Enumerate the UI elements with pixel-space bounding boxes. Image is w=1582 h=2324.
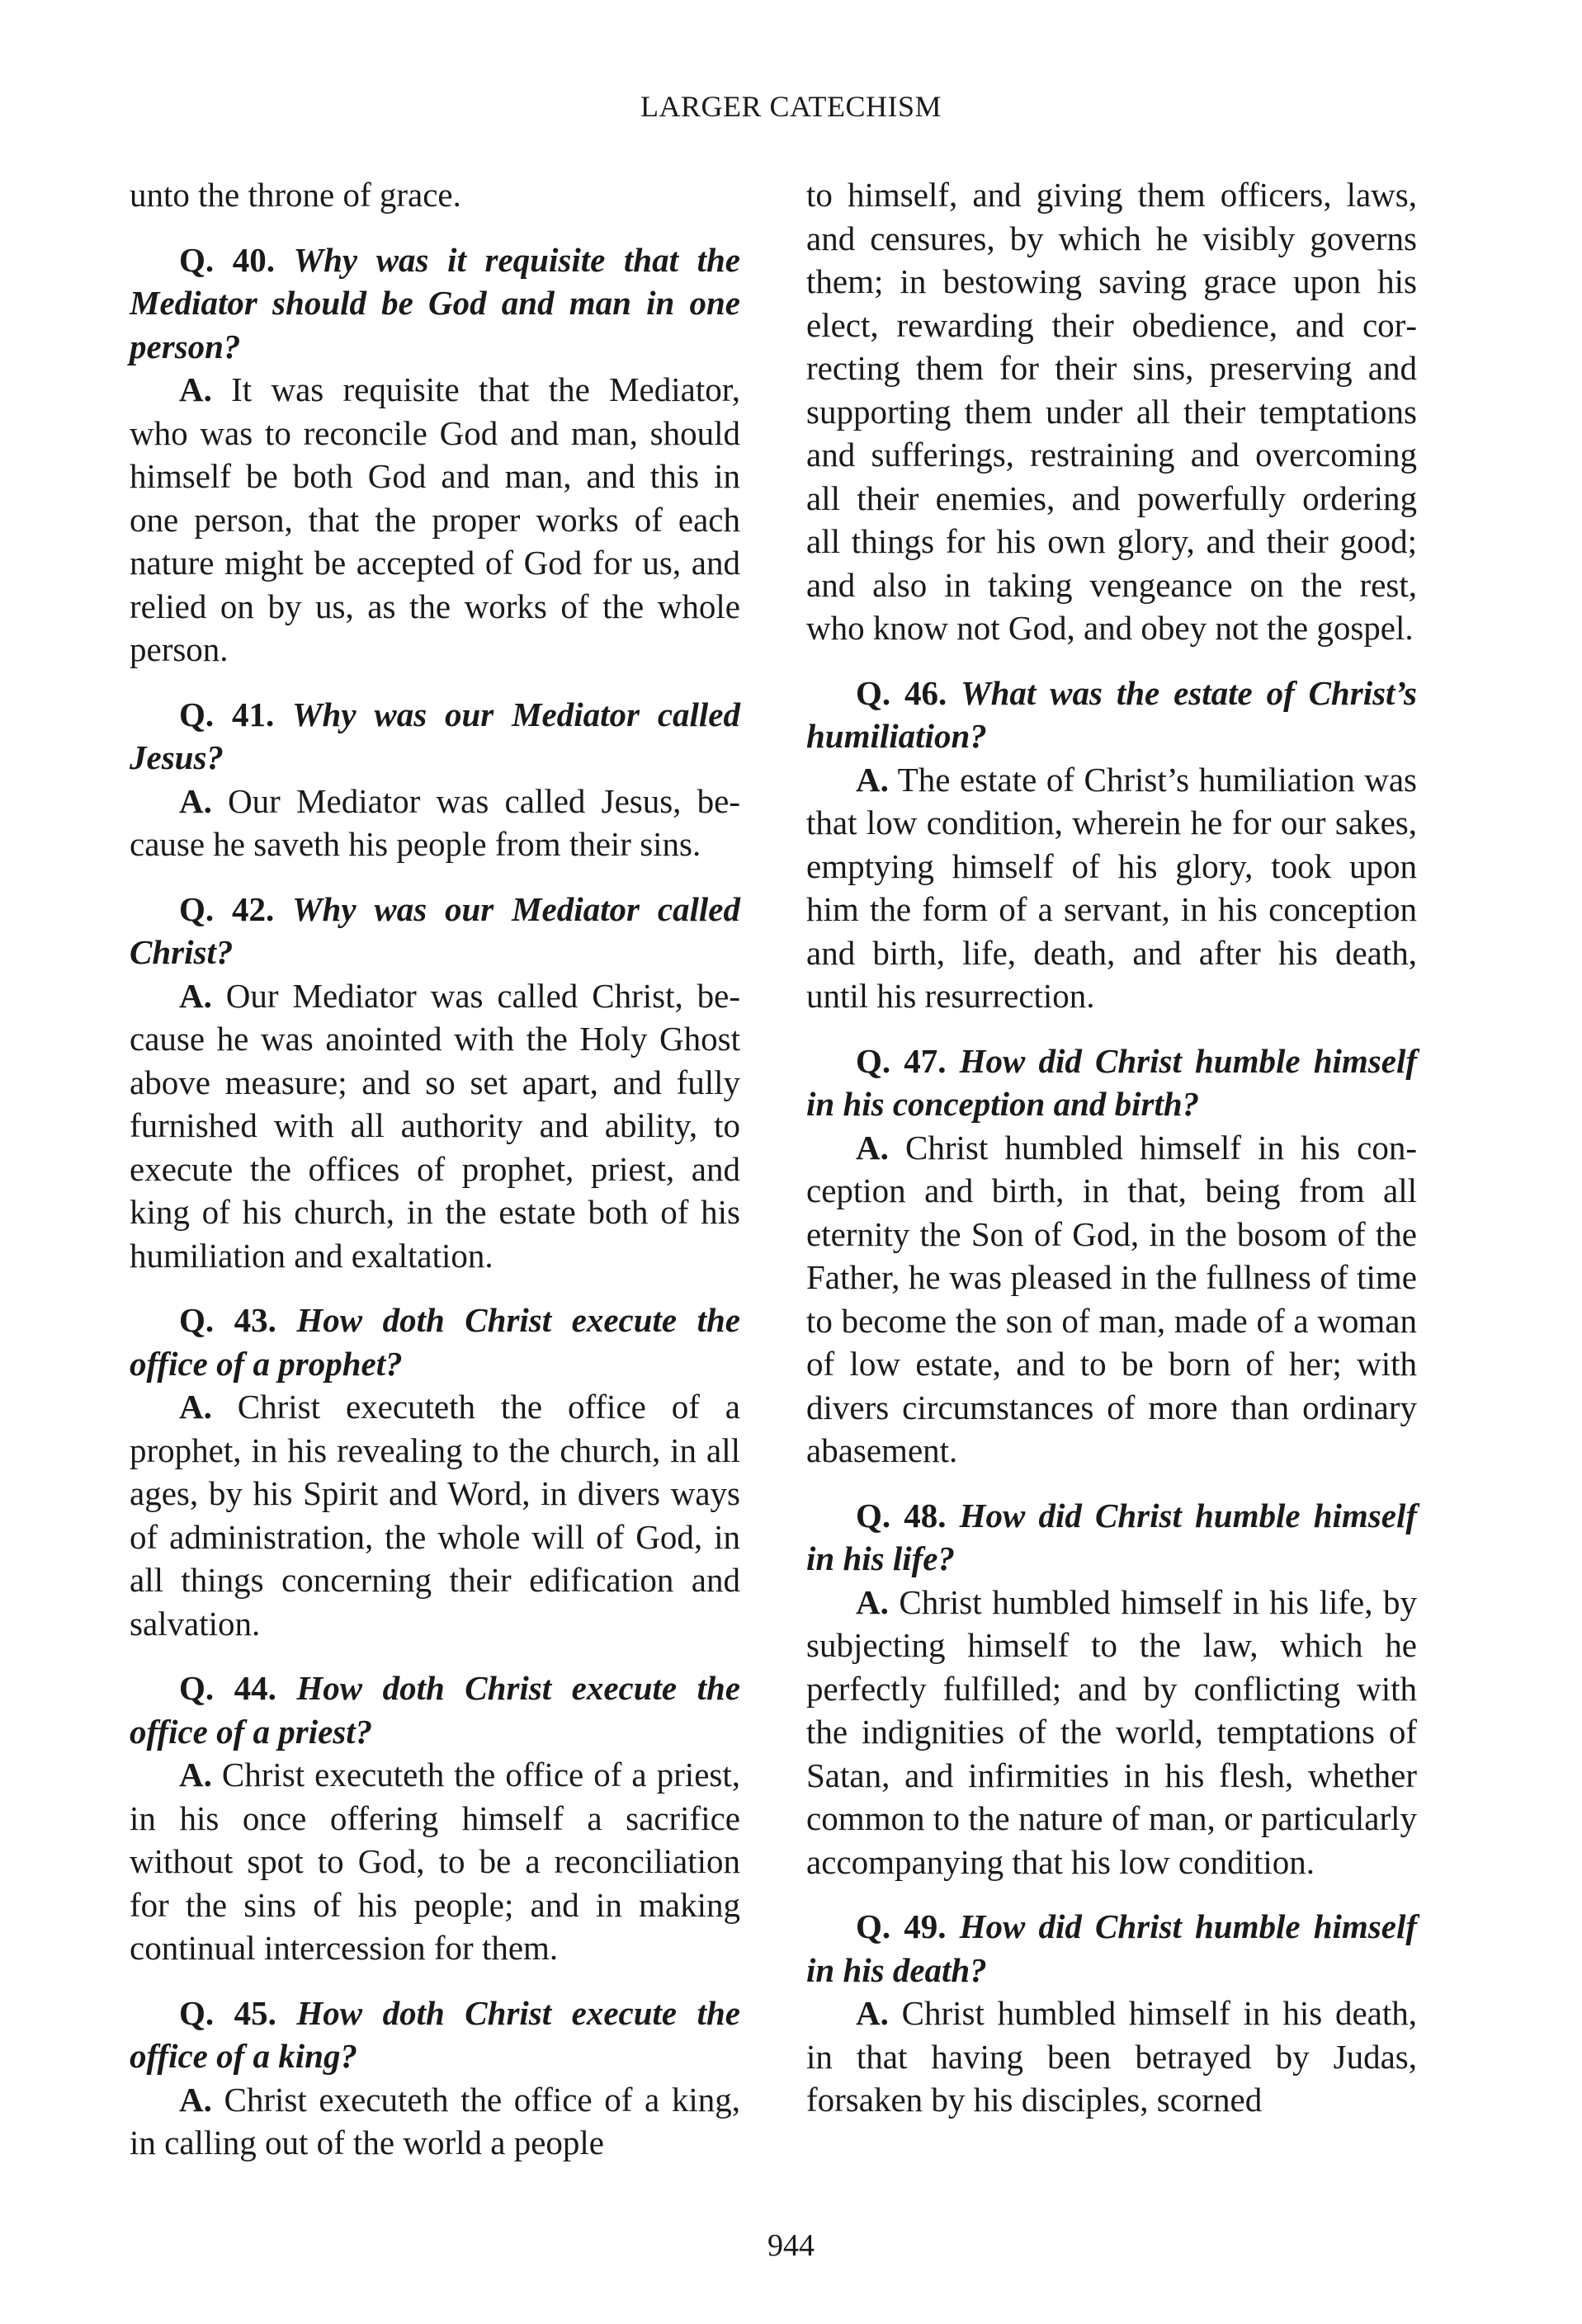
question	[806, 1039, 1417, 1126]
answer	[130, 1753, 740, 1970]
answer-text: Our Mediator was called Jesus, because he saveth his people from their sins.	[130, 781, 741, 863]
answer	[806, 758, 1417, 1018]
answer	[130, 974, 740, 1278]
answer-text: The estate of Christ’s humiliation was that low condition, wherein he for our sakes, emptying himself of his glory, took upon him the form of a servant, in his conception and birth, life, death, and after his death, until his resurrection.	[806, 760, 1417, 1015]
qa-item-44	[130, 1666, 740, 1970]
question-text: How did Christ humble himself in his death?	[806, 1907, 1417, 1989]
answer-label: A.	[856, 760, 889, 799]
continued-text: to himself, and giving them officers, laws, and censures, by which he visibly governs them; in bestowing saving grace upon his elect, rewarding their obedience, and correcting them for their sins, preserving and supporting them under all their temptations and sufferings, restraining and overcoming all their enemies, and powerfully ordering all things for his own glory, and their good; and also in taking vengeance on the rest, who know not God, and obey not the gospel.	[806, 176, 1417, 647]
question-text: How did Christ humble himself in his life?	[806, 1496, 1417, 1577]
answer-text: Our Mediator was called Christ, because he was anointed with the Holy Ghost above measure; and so set apart, and fully furnished with all authority and ability, to execute the offices of prophet, priest, and king of his church, in the estate both of his humiliation and exaltation.	[130, 976, 740, 1275]
answer-label: A.	[179, 370, 212, 408]
right-column	[806, 173, 1417, 2143]
answer-label: A.	[179, 781, 212, 820]
answer-text: Christ executeth the office of a king, in calling out of the world a people	[130, 2080, 741, 2161]
answer-label: A.	[856, 1582, 889, 1621]
question	[806, 1494, 1417, 1581]
qa-item-40	[130, 238, 740, 672]
answer-label: A.	[179, 2080, 212, 2119]
question-number: Q. 44.	[179, 1669, 276, 1707]
answer-label: A.	[179, 1756, 212, 1794]
question-number: Q. 45.	[179, 1993, 276, 2032]
answer	[806, 1581, 1417, 1884]
question-number: Q. 40.	[179, 240, 276, 279]
answer-label: A.	[856, 1994, 889, 2032]
answer	[806, 1992, 1417, 2122]
answer-text: Christ humbled himself in his conception and birth, in that, being from all eternity the Son of God, in the bosom of the Father, he was pleased in the fullness of time to become the son of man, made of a woman of low estate, and to be born of her; with divers circumstances of more than ordinary abasement.	[806, 1128, 1417, 1469]
question	[130, 238, 740, 369]
answer	[130, 2078, 740, 2165]
question-number: Q. 48.	[856, 1496, 947, 1534]
answer-text: Christ humbled himself in his death, in that having been betrayed by Judas, forsaken by his disciples, scorned	[806, 1994, 1417, 2119]
question-number: Q. 47.	[856, 1041, 947, 1080]
question-number: Q. 49.	[856, 1907, 947, 1945]
question-text: How doth Christ execute the office of a priest?	[130, 1669, 740, 1751]
qa-item-45	[130, 1992, 740, 2165]
continued-text: unto the throne of grace.	[130, 176, 461, 214]
question	[130, 1299, 740, 1385]
answer-label: A.	[179, 976, 212, 1015]
question-text: Why was our Mediator called Jesus?	[130, 695, 740, 776]
question-number: Q. 43.	[179, 1301, 276, 1339]
qa-item-42	[130, 888, 740, 1278]
question	[130, 1666, 740, 1753]
question-number: Q. 42.	[179, 889, 275, 928]
answer-label: A.	[179, 1388, 212, 1426]
question	[806, 1905, 1417, 1992]
question-text: What was the estate of Christ’s humiliation?	[806, 673, 1417, 755]
answer-text: It was requisite that the Mediator, who was to reconcile God and man, should himself be both God and man, and this in one person, that the proper works of each nature might be accepted of God for us, and relied on by us, as the works of the whole person.	[130, 370, 740, 668]
qa-item-43	[130, 1299, 740, 1645]
qa-item-46	[806, 672, 1417, 1018]
question-text: Why was it requisite that the Mediator should be God and man in one person?	[130, 240, 740, 365]
question-text: How doth Christ execute the office of a king?	[130, 1993, 740, 2075]
question-text: How doth Christ execute the office of a prophet?	[130, 1301, 740, 1383]
answer	[806, 1126, 1417, 1473]
answer	[130, 368, 740, 672]
qa-item-49	[806, 1905, 1417, 2122]
page-number: 944	[767, 2228, 815, 2263]
question	[130, 1992, 740, 2078]
answer-text: Christ executeth the office of a prophet, in his revealing to the church, in all ages, by his Spirit and Word, in divers ways of administration, the whole will of God, in all things concerning their edification and salvation.	[130, 1388, 740, 1643]
question	[806, 672, 1417, 758]
left-column	[130, 173, 740, 2186]
question	[130, 888, 740, 974]
question-number: Q. 46.	[856, 673, 947, 712]
answer-text: Christ executeth the office of a priest, in his once offering himself a sacrifice without spot to God, to be a reconciliation for the sins of his people; and in making continual intercession for them.	[130, 1756, 740, 1967]
running-head: LARGER CATECHISM	[640, 90, 942, 123]
question-text: How did Christ humble himself in his conception and birth?	[806, 1041, 1417, 1123]
answer	[130, 780, 740, 866]
answer-text: Christ humbled himself in his life, by subjecting himself to the law, which he perfectly fulfilled; and by conflicting with the indignities of the world, temptations of Satan, and infirmities in his flesh, whether common to the nature of man, or particularly accompanying that his low condition.	[806, 1582, 1417, 1881]
question-text: Why was our Mediator called Christ?	[130, 889, 740, 971]
qa-item-47	[806, 1039, 1417, 1473]
question	[130, 693, 740, 780]
qa-item-48	[806, 1494, 1417, 1884]
answer	[130, 1385, 740, 1645]
question-number: Q. 41.	[179, 695, 275, 733]
qa-item-41	[130, 693, 740, 866]
answer-label: A.	[856, 1128, 889, 1167]
